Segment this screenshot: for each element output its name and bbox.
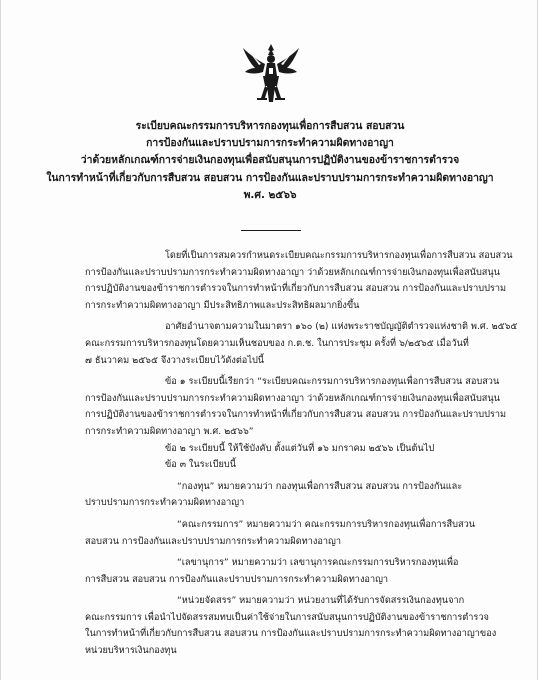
text-line: ๗ ธันวาคม ๒๕๖๕ จึงวางระเบียบไว้ดังต่อไปนี้ [85,354,265,366]
text-line: อาศัยอำนาจตามความในมาตรา ๑๖๐ (๒) แห่งพระราชบัญญัติตำรวจแห่งชาติ พ.ศ. ๒๕๖๕ [165,321,518,333]
title-divider [241,230,301,231]
text-line: “กองทุน” หมายความว่า กองทุนเพื่อการสืบสวน สอบสวน การป้องกันและ [177,480,463,492]
text-line: การสืบสวน สอบสวน การป้องกันและปราบปรามการกระทำความผิดทางอาญา [85,573,389,585]
title-line: การป้องกันและปราบปรามการกระทำความผิดทางอาญา [146,137,394,150]
text-line: สอบสวน การป้องกันและปราบปรามการกระทำความผิดทางอาญา [85,535,342,547]
text-line: การป้องกันและปราบปรามการกระทำความผิดทางอาญา ว่าด้วยหลักเกณฑ์การจ่ายเงินกองทุนเพื่อสนับสนุน [85,266,500,278]
title-line: ระเบียบคณะกรรมการบริหารกองทุนเพื่อการสืบสวน สอบสวน [135,120,405,132]
definition-committee [85,517,476,550]
text-line: การป้องกันและปราบปรามการกระทำความผิดทางอาญา ว่าด้วยหลักเกณฑ์การจ่ายเงินกองทุนเพื่อสนับสนุน [85,392,500,404]
definition-allocation-unit [85,593,497,659]
title-year: พ.ศ. ๒๕๖๖ [243,188,297,201]
document-body [85,248,518,660]
preamble [85,248,513,314]
text-line: “หน่วยจัดสรร” หมายความว่า หน่วยงานที่ได้รับการจัดสรรเงินกองทุนจาก [177,595,465,607]
text-line: ข้อ ๑ ระเบียบนี้เรียกว่า “ระเบียบคณะกรรมการบริหารกองทุนเพื่อการสืบสวน สอบสวน [165,376,500,388]
definition-fund [85,479,463,512]
text-line: หน่วยบริหารเงินกองทุน [85,645,177,657]
clause-1 [85,374,507,440]
text-line: “คณะกรรมการ” หมายความว่า คณะกรรมการบริหารกองทุนเพื่อการสืบสวน [177,518,476,530]
authority-paragraph [85,319,518,369]
text-line: การกระทำความผิดทางอาญา มีประสิทธิภาพและประสิทธิผลมากยิ่งขึ้น [85,299,360,311]
text-line: การปฏิบัติงานของข้าราชการตำรวจในการทำหน้าที่เกี่ยวกับการสืบสวน สอบสวน การป้องกันและปราบปราม [85,409,507,421]
text-line: ปราบปรามการกระทำความผิดทางอาญา [85,497,245,509]
title-line: ว่าด้วยหลักเกณฑ์การจ่ายเงินกองทุนเพื่อสนับสนุนการปฏิบัติงานของข้าราชการตำรวจ [80,154,460,167]
text-line: การกระทำความผิดทางอาญา พ.ศ. ๒๕๖๖” [85,425,254,437]
title-line: ในการทำหน้าที่เกี่ยวกับการสืบสวน สอบสวน การป้องกันและปราบปรามการกระทำความผิดทางอาญา [46,171,494,184]
text-line: ในการทำหน้าที่เกี่ยวกับการสืบสวน สอบสวน การป้องกันและปราบปรามการกระทำความผิดทางอาญาของ [85,628,497,640]
text-line: การปฏิบัติงานของข้าราชการตำรวจในการทำหน้าที่เกี่ยวกับการสืบสวน สอบสวน การป้องกันและปราบปราม [85,283,507,295]
garuda-emblem-icon [241,42,301,106]
text-line: คณะกรรมการ เพื่อนำไปจัดสรรสมทบเป็นค่าใช้จ่ายในการสนับสนุนการปฏิบัติงานของข้าราชการตำรวจ [85,611,489,623]
text-line: คณะกรรมการบริหารกองทุนโดยความเห็นชอบของ ก.ต.ช. ในการประชุม ครั้งที่ ๖/๒๕๖๕ เมื่อวันที่ [85,337,469,349]
clause-2: ข้อ ๒ ระเบียบนี้ ให้ใช้บังคับ ตั้งแต่วันที่ ๑๖ มกราคม ๒๕๖๖ เป็นต้นไป [165,442,435,454]
clause-3: ข้อ ๓ ในระเบียบนี้ [165,459,237,471]
text-line: “เลขานุการ” หมายความว่า เลขานุการคณะกรรมการบริหารกองทุนเพื่อ [177,557,459,569]
definition-secretary [85,555,457,588]
text-line: โดยที่เป็นการสมควรกำหนดระเบียบคณะกรรมการบริหารกองทุนเพื่อการสืบสวน สอบสวน [165,250,513,261]
document-title [1,118,539,204]
